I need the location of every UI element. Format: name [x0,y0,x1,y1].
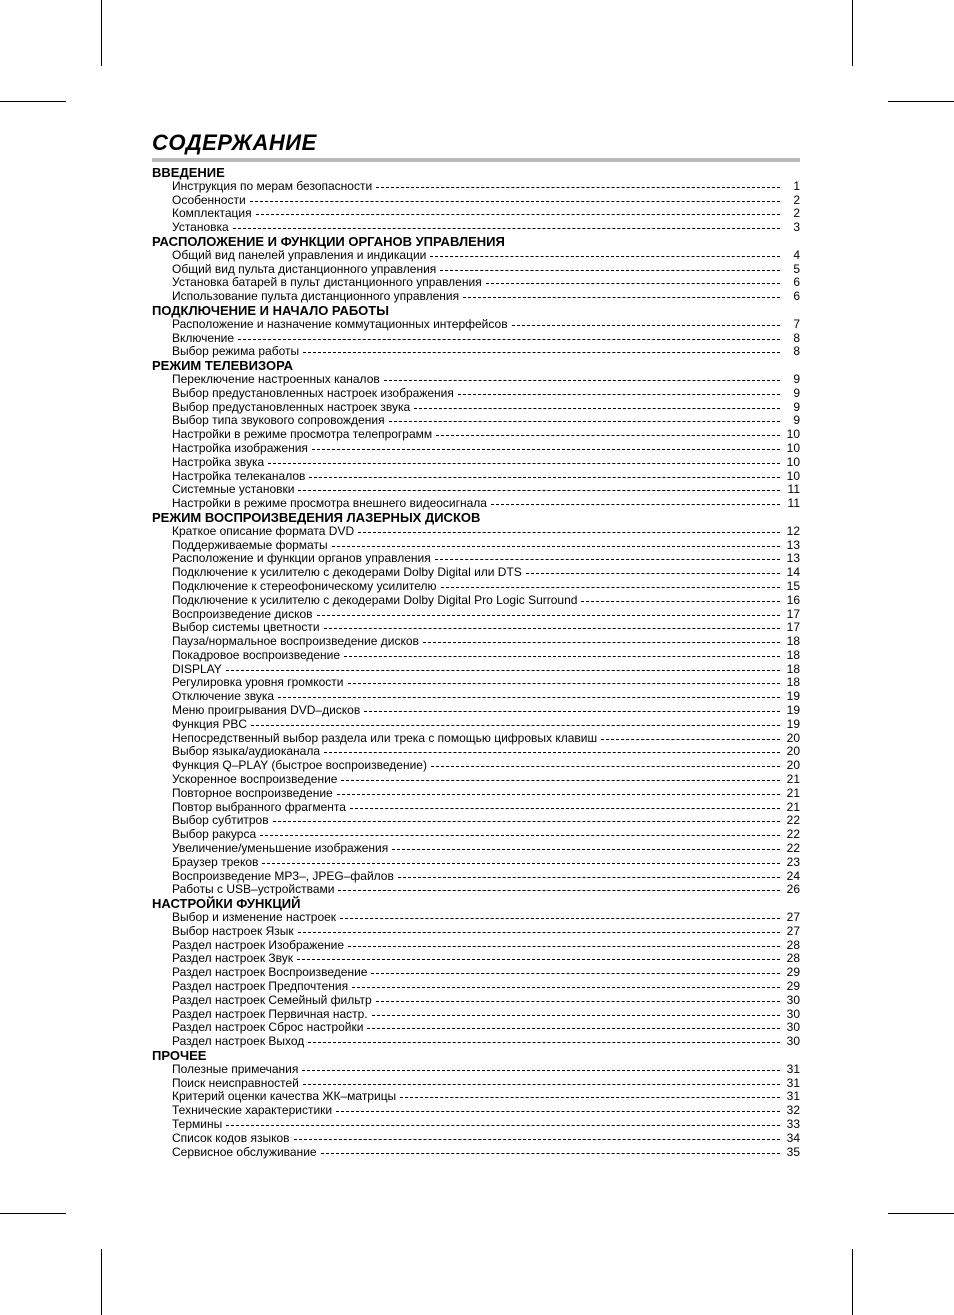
page-number: 11 [787,482,800,497]
entry-label: Расположение и функции органов управления [172,551,431,566]
entry-label: Общий вид панелей управления и индикации [172,247,427,262]
page-number: 12 [786,523,800,538]
page-number: 23 [786,854,800,869]
entry-label: Установка [172,220,229,235]
toc-entry[interactable] [152,745,800,759]
toc-section [152,1049,800,1159]
toc-entry[interactable] [152,221,800,235]
page-number: 30 [786,1034,800,1049]
crop-mark [888,101,954,102]
toc-entry[interactable] [152,1035,800,1049]
entry-label: Комплектация [172,206,252,221]
dot-leader [581,601,780,602]
dot-leader [435,559,780,560]
toc-section [152,359,800,511]
dot-leader [431,766,780,767]
entry-label: Расположение и назначение коммутационных интерфейсов [172,316,508,331]
entry-label: Особенности [172,192,246,207]
dot-leader [348,683,781,684]
toc-entry[interactable] [152,456,800,470]
dot-leader [352,987,780,988]
dot-leader [336,1111,780,1112]
toc-entry[interactable] [152,194,800,208]
dot-leader [348,946,780,947]
dot-leader [358,532,780,533]
dot-leader [398,877,780,878]
dot-leader [256,214,780,215]
page-number: 28 [786,937,800,952]
toc-entry[interactable] [152,704,800,718]
dot-leader [260,835,780,836]
dot-leader [486,283,780,284]
entry-label: Полезные примечания [172,1061,299,1076]
toc-entry[interactable] [152,925,800,939]
toc-entry[interactable] [152,939,800,953]
page-number: 33 [786,1116,800,1131]
page-number: 29 [786,965,800,980]
section-title: РАСПОЛОЖЕНИЕ И ФУНКЦИИ ОРГАНОВ УПРАВЛЕНИЯ [152,233,505,249]
dot-leader [414,408,780,409]
entry-label: Выбор субтитров [172,813,269,828]
page-number: 6 [793,275,800,290]
page-number: 22 [786,813,800,828]
entry-label: Отключение звука [172,689,275,704]
toc-entry[interactable] [152,1118,800,1132]
entry-label: Увеличение/уменьшение изображения [172,841,389,856]
toc-entry[interactable] [152,470,800,484]
entry-label: Непосредственный выбор раздела или трека с помощью цифровых клавиш [172,730,598,745]
page-number: 31 [786,1061,800,1076]
entry-label: Раздел настроек Предпочтения [172,979,349,994]
dot-leader [436,435,780,436]
entry-label: Выбор предустановленных настроек изображения [172,385,454,400]
entry-label: Список кодов языков [172,1130,290,1145]
toc-entry[interactable] [152,1021,800,1035]
toc-entry[interactable] [152,332,800,346]
dot-leader [423,642,780,643]
toc-entry[interactable] [152,1077,800,1091]
page-number: 19 [786,703,800,718]
toc-entry[interactable] [152,373,800,387]
page-number: 10 [786,454,800,469]
entry-label: Раздел настроек Воспроизведение [172,965,368,980]
entry-label: Настройки в режиме просмотра внешнего видеосигнала [172,496,487,511]
entry-label: Установка батарей в пульт дистанционного управления [172,275,482,290]
toc-entry[interactable] [152,276,800,290]
entry-label: Поиск неисправностей [172,1075,299,1090]
table-of-contents [152,166,800,1159]
page-number: 9 [793,371,800,386]
page-number: 30 [786,1006,800,1021]
page-number: 18 [786,634,800,649]
toc-entry[interactable] [152,787,800,801]
toc-entry[interactable] [152,249,800,263]
entry-label: Выбор режима работы [172,344,300,359]
dot-leader [268,463,780,464]
dot-leader [294,1139,781,1140]
dot-leader [392,849,780,850]
toc-entry[interactable] [152,649,800,663]
dot-leader [337,794,780,795]
page-number: 17 [786,606,800,621]
section-title: НАСТРОЙКИ ФУНКЦИЙ [152,896,301,912]
page-number: 24 [786,868,800,883]
page-number: 2 [793,206,800,221]
page-number: 4 [793,247,800,262]
dot-leader [367,1028,780,1029]
entry-label: Настройки в режиме просмотра телепрограмм [172,427,433,442]
toc-entry[interactable] [152,428,800,442]
toc-section [152,511,800,897]
toc-section [152,235,800,304]
toc-entry[interactable] [152,801,800,815]
page-title: СОДЕРЖАНИЕ [152,130,317,155]
toc-entry[interactable] [152,483,800,497]
toc-entry[interactable] [152,594,800,608]
entry-label: Повторное воспроизведение [172,785,333,800]
dot-leader [233,228,780,229]
entry-label: Подключение к усилителю с декодерами Dolby Digital Pro Logic Surround [172,592,578,607]
entry-label: Выбор и изменение настроек [172,910,337,925]
entry-label: Инструкция по мерам безопасности [172,178,373,193]
page-number: 1 [793,178,800,193]
toc-entry[interactable] [152,718,800,732]
entry-label: Браузер треков [172,854,259,869]
page-number: 15 [786,578,800,593]
entry-label: Сервисное обслуживание [172,1144,317,1159]
dot-leader [364,711,780,712]
page-number: 30 [786,992,800,1007]
toc-entry[interactable] [152,566,800,580]
dot-leader [303,1084,780,1085]
entry-label: Повтор выбранного фрагмента [172,799,346,814]
toc-entry[interactable] [152,663,800,677]
toc-entry[interactable] [152,525,800,539]
dot-leader [371,973,780,974]
entry-label: Включение [172,330,235,345]
entry-label: Термины [172,1116,223,1131]
entry-label: Технические характеристики [172,1103,333,1118]
toc-entry[interactable] [152,539,800,553]
toc-entry[interactable] [152,856,800,870]
page-number: 20 [786,730,800,745]
dot-leader [226,1125,780,1126]
toc-entry[interactable] [152,401,800,415]
dot-leader [430,256,780,257]
dot-leader [458,394,780,395]
entry-label: Раздел настроек Звук [172,951,294,966]
page-number: 10 [786,440,800,455]
toc-section [152,304,800,359]
dot-leader [491,504,780,505]
page-number: 28 [786,951,800,966]
entry-label: DISPLAY [172,661,222,676]
dot-leader [350,808,780,809]
entry-label: Раздел настроек Первичная настр. [172,1006,368,1021]
page-number: 7 [793,316,800,331]
entry-label: Пауза/нормальное воспроизведение дисков [172,634,419,649]
dot-leader [312,449,780,450]
crop-mark [852,1249,853,1315]
entry-label: Ускоренное воспроизведение [172,772,338,787]
dot-leader [317,615,780,616]
toc-entry[interactable] [152,814,800,828]
dot-leader [324,752,780,753]
toc-entry[interactable] [152,290,800,304]
entry-label: Работы с USB–устройствами [172,882,335,897]
toc-entry[interactable] [152,1104,800,1118]
page-number: 21 [786,799,800,814]
page-number: 35 [786,1144,800,1159]
entry-label: Раздел настроек Семейный фильтр [172,992,372,1007]
toc-entry[interactable] [152,635,800,649]
page-number: 3 [793,220,800,235]
toc-entry[interactable] [152,318,800,332]
dot-leader [324,628,780,629]
page-number: 18 [786,661,800,676]
page-number: 2 [793,192,800,207]
crop-mark [888,1213,954,1214]
entry-label: Общий вид пульта дистанционного управления [172,261,437,276]
crop-mark [0,1213,66,1214]
toc-entry[interactable] [152,442,800,456]
dot-leader [526,573,780,574]
dot-leader [273,821,780,822]
dot-leader [463,297,780,298]
entry-label: Воспроизведение MP3–, JPEG–файлов [172,868,394,883]
dot-leader [262,863,780,864]
crop-mark [0,101,66,102]
page-number: 8 [793,344,800,359]
toc-entry[interactable] [152,676,800,690]
toc-entry[interactable] [152,952,800,966]
section-title: РЕЖИМ ВОСПРОИЗВЕДЕНИЯ ЛАЗЕРНЫХ ДИСКОВ [152,509,481,525]
dot-leader [344,656,780,657]
toc-entry[interactable] [152,1132,800,1146]
entry-label: Покадровое воспроизведение [172,647,341,662]
entry-label: Выбор предустановленных настроек звука [172,399,411,414]
entry-label: Выбор типа звукового сопровождения [172,413,385,428]
dot-leader [376,187,780,188]
title-underline [152,158,800,162]
entry-label: Подключение к стереофоническому усилителю [172,578,437,593]
page-number: 22 [786,841,800,856]
dot-leader [400,1097,780,1098]
dot-leader [340,918,780,919]
toc-entry[interactable] [152,911,800,925]
entry-label: Краткое описание формата DVD [172,523,355,538]
section-title: РЕЖИМ ТЕЛЕВИЗОРА [152,358,294,374]
entry-label: Выбор ракурса [172,827,257,842]
entry-label: Выбор системы цветности [172,620,320,635]
toc-section [152,897,800,1049]
page-number: 5 [793,261,800,276]
toc-entry[interactable] [152,828,800,842]
dot-leader [338,890,780,891]
page-number: 9 [793,399,800,414]
dot-leader [341,780,780,781]
page-number: 32 [786,1103,800,1118]
page-number: 16 [786,592,800,607]
page-number: 31 [786,1075,800,1090]
toc-entry[interactable] [152,180,800,194]
dot-leader [376,1001,780,1002]
entry-label: Раздел настроек Выход [172,1034,305,1049]
page-number: 30 [786,1020,800,1035]
crop-mark [101,0,102,66]
entry-label: Выбор настроек Язык [172,923,294,938]
entry-label: Меню проигрывания DVD–дисков [172,703,361,718]
page-number: 20 [786,744,800,759]
toc-entry[interactable] [152,387,800,401]
entry-label: Настройка телеканалов [172,468,306,483]
toc-entry[interactable] [152,263,800,277]
dot-leader [332,546,780,547]
dot-leader [321,1153,780,1154]
toc-entry[interactable] [152,1146,800,1160]
toc-entry[interactable] [152,690,800,704]
page-number: 27 [786,923,800,938]
page-number: 9 [793,413,800,428]
section-title: ПРОЧЕЕ [152,1048,207,1063]
page-number: 13 [786,551,800,566]
page-number: 20 [786,758,800,773]
page-number: 10 [786,468,800,483]
dot-leader [302,1070,780,1071]
toc-entry[interactable] [152,759,800,773]
page-number: 6 [793,289,800,304]
dot-leader [250,201,780,202]
crop-mark [101,1249,102,1315]
entry-label: Подключение к усилителю с декодерами Dolby Digital или DTS [172,565,522,580]
entry-label: Настройка звука [172,454,265,469]
dot-leader [308,1042,780,1043]
page-number: 22 [786,827,800,842]
toc-entry[interactable] [152,621,800,635]
page-number: 19 [786,689,800,704]
dot-leader [298,490,780,491]
page-number: 19 [786,716,800,731]
entry-label: Выбор языка/аудиоканала [172,744,321,759]
toc-entry[interactable] [152,608,800,622]
page-number: 18 [786,675,800,690]
toc-entry[interactable] [152,207,800,221]
dot-leader [440,270,780,271]
page-number: 10 [786,427,800,442]
dot-leader [226,670,780,671]
entry-label: Регулировка уровня громкости [172,675,344,690]
page-number: 27 [786,910,800,925]
entry-label: Системные установки [172,482,295,497]
toc-entry[interactable] [152,1008,800,1022]
entry-label: Функция PBC [172,716,248,731]
dot-leader [251,725,780,726]
entry-label: Критерий оценки качества ЖК–матрицы [172,1089,397,1104]
dot-leader [303,352,780,353]
entry-label: Переключение настроенных каналов [172,371,380,386]
page-number: 31 [786,1089,800,1104]
entry-label: Воспроизведение дисков [172,606,313,621]
page-number: 13 [786,537,800,552]
toc-entry[interactable] [152,980,800,994]
page-number: 14 [786,565,800,580]
section-title: ВВЕДЕНИЕ [152,165,225,180]
dot-leader [512,325,780,326]
toc-entry[interactable] [152,994,800,1008]
toc-entry[interactable] [152,1063,800,1077]
entry-label: Раздел настроек Изображение [172,937,344,952]
dot-leader [384,380,780,381]
dot-leader [278,697,780,698]
page-number: 9 [793,385,800,400]
toc-entry[interactable] [152,883,800,897]
toc-entry[interactable] [152,773,800,787]
toc-entry[interactable] [152,497,800,511]
page-number: 21 [786,785,800,800]
dot-leader [601,739,780,740]
page-number: 8 [793,330,800,345]
toc-section [152,166,800,235]
dot-leader [309,477,780,478]
page-number: 17 [786,620,800,635]
page-number: 29 [786,979,800,994]
page-number: 21 [786,772,800,787]
toc-entry[interactable] [152,414,800,428]
crop-mark [852,0,853,66]
toc-entry[interactable] [152,1090,800,1104]
toc-entry[interactable] [152,966,800,980]
entry-label: Функция Q–PLAY (быстрое воспроизведение) [172,758,427,773]
entry-label: Настройка изображения [172,440,308,455]
entry-label: Использование пульта дистанционного управления [172,289,460,304]
toc-entry[interactable] [152,580,800,594]
dot-leader [298,932,780,933]
entry-label: Раздел настроек Сброс настройки [172,1020,364,1035]
page-number: 34 [786,1130,800,1145]
page-number: 18 [786,647,800,662]
toc-entry[interactable] [152,345,800,359]
page-number: 11 [787,496,800,511]
toc-entry[interactable] [152,842,800,856]
entry-label: Поддерживаемые форматы [172,537,328,552]
toc-entry[interactable] [152,552,800,566]
dot-leader [297,959,780,960]
toc-entry[interactable] [152,732,800,746]
section-title: ПОДКЛЮЧЕНИЕ И НАЧАЛО РАБОТЫ [152,302,389,318]
dot-leader [441,587,780,588]
dot-leader [389,421,780,422]
page-number: 26 [786,882,800,897]
dot-leader [372,1015,780,1016]
dot-leader [238,339,780,340]
toc-entry[interactable] [152,870,800,884]
